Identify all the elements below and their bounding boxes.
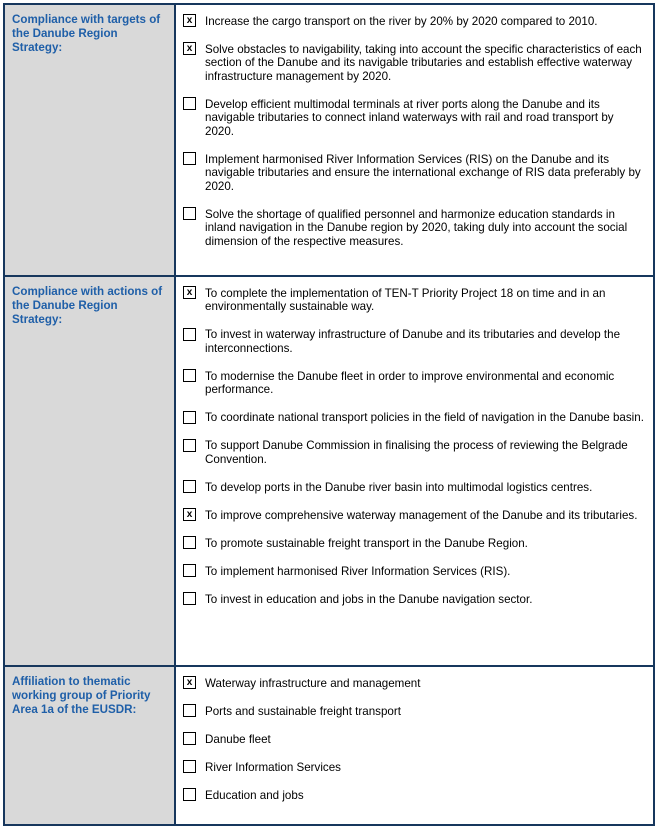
checkbox[interactable] [183, 704, 196, 717]
checkbox-item-label: To improve comprehensive waterway management of the Danube and its tributaries. [205, 508, 638, 522]
checkbox-x-mark: x [186, 676, 193, 688]
row-items-cell [175, 4, 654, 276]
row-label-cell [4, 4, 175, 276]
checkbox-item-label: Danube fleet [205, 732, 271, 746]
checkbox[interactable] [183, 439, 196, 452]
row-label: Compliance with targets of the Danube Region Strategy: [12, 13, 161, 54]
table-body [4, 4, 654, 825]
checkbox-checked[interactable] [183, 42, 196, 55]
checkbox-item-label: Waterway infrastructure and management [205, 676, 421, 690]
checkbox-item-label: To invest in education and jobs in the Danube navigation sector. [205, 592, 533, 606]
checkbox-item-label: Increase the cargo transport on the river by 20% by 2020 compared to 2010. [205, 14, 598, 28]
checkbox-item [183, 207, 645, 248]
checkbox-x-mark: x [186, 508, 193, 520]
compliance-form-table [3, 3, 655, 826]
checkbox-x-mark: x [186, 14, 193, 26]
checkbox-item [183, 508, 645, 522]
checkbox-item [183, 14, 645, 28]
checkbox-item-label: To coordinate national transport policies in the field of navigation in the Danube basin. [205, 411, 644, 424]
checkbox-item-label: To implement harmonised River Information Services (RIS). [205, 564, 511, 578]
checkbox[interactable] [183, 369, 196, 382]
checkbox-item [183, 564, 645, 578]
checkbox-item [183, 286, 645, 314]
checkbox[interactable] [183, 564, 196, 577]
checkbox-list [183, 286, 645, 665]
checkbox-item [183, 536, 645, 550]
checkbox-item-label: River Information Services [205, 760, 341, 774]
checkbox[interactable] [183, 788, 196, 801]
row-items-cell [175, 276, 654, 666]
checkbox-item [183, 369, 645, 397]
checkbox-item-label: To complete the implementation of TEN-T Priority Project 18 on time and in an environmentally sustainable way. [205, 286, 606, 313]
checkbox-item [183, 97, 645, 138]
checkbox-x-mark: x [186, 286, 193, 298]
checkbox[interactable] [183, 592, 196, 605]
table-row [4, 276, 654, 666]
checkbox-item-label: Solve the shortage of qualified personnel and harmonize education standards in inland navigation in the Danube region by 2020, taking duly into account the social dimension of the respective measures. [205, 207, 628, 248]
checkbox-item [183, 732, 645, 746]
checkbox-item [183, 152, 645, 193]
checkbox-item-label: To invest in waterway infrastructure of Danube and its tributaries and develop the interconnections. [205, 328, 621, 355]
checkbox[interactable] [183, 152, 196, 165]
checkbox-list [183, 14, 645, 275]
row-label-cell [4, 666, 175, 825]
checkbox[interactable] [183, 328, 196, 341]
checkbox-item-label: Implement harmonised River Information Services (RIS) on the Danube and its navigable tributaries and ensure the international exchange of RIS data preferably by 2020. [205, 152, 641, 193]
checkbox-item [183, 411, 645, 425]
checkbox[interactable] [183, 207, 196, 220]
checkbox-item-label: To develop ports in the Danube river basin into multimodal logistics centres. [205, 480, 593, 494]
row-label-cell [4, 276, 175, 666]
checkbox-x-mark: x [186, 42, 193, 54]
checkbox-checked[interactable] [183, 508, 196, 521]
checkbox-item-label: Education and jobs [205, 788, 304, 802]
row-label: Compliance with actions of the Danube Region Strategy: [12, 285, 163, 326]
checkbox-item [183, 704, 645, 718]
checkbox-item-label: To support Danube Commission in finalising the process of reviewing the Belgrade Convention. [205, 439, 628, 466]
checkbox[interactable] [183, 411, 196, 424]
checkbox[interactable] [183, 536, 196, 549]
checkbox-checked[interactable] [183, 676, 196, 689]
checkbox-item [183, 592, 645, 606]
checkbox-item [183, 788, 645, 802]
checkbox-item-label: To modernise the Danube fleet in order to improve environmental and economic performance. [205, 369, 615, 396]
checkbox-item [183, 439, 645, 467]
table-row [4, 4, 654, 276]
checkbox-item [183, 480, 645, 494]
checkbox-list [183, 676, 645, 824]
checkbox-item-label: Develop efficient multimodal terminals at river ports along the Danube and its navigable tributaries to connect inland waterways with rail and road transport by 2020. [205, 97, 614, 138]
table-row [4, 666, 654, 825]
checkbox-checked[interactable] [183, 14, 196, 27]
checkbox[interactable] [183, 732, 196, 745]
checkbox[interactable] [183, 760, 196, 773]
checkbox-item-label: To promote sustainable freight transport in the Danube Region. [205, 536, 528, 550]
checkbox-item [183, 760, 645, 774]
row-label: Affiliation to thematic working group of Priority Area 1a of the EUSDR: [12, 675, 151, 716]
checkbox[interactable] [183, 97, 196, 110]
checkbox-item [183, 328, 645, 356]
row-items-cell [175, 666, 654, 825]
checkbox[interactable] [183, 480, 196, 493]
checkbox-item [183, 676, 645, 690]
checkbox-item-label: Ports and sustainable freight transport [205, 704, 401, 718]
checkbox-item [183, 42, 645, 83]
checkbox-checked[interactable] [183, 286, 196, 299]
checkbox-item-label: Solve obstacles to navigability, taking into account the specific characteristics of each section of the Danube and its navigable tributaries and establish effective waterway infrastructure management by 2020. [205, 42, 642, 83]
